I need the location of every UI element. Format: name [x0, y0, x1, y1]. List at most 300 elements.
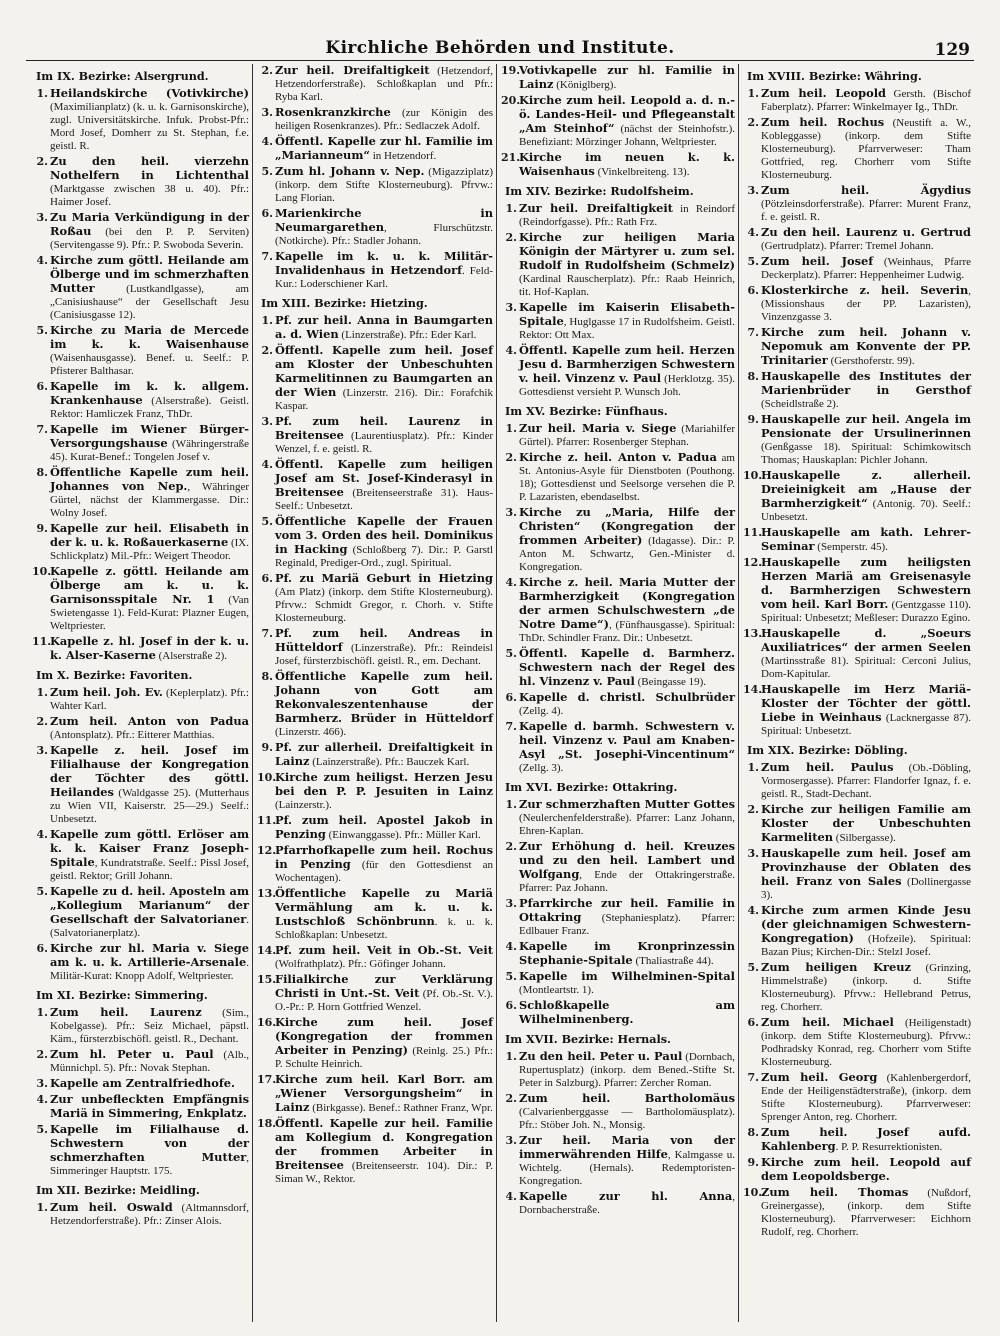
church-name: Zur Erhöhung d. heil. Kreuzes und zu den heil. Lambert und Wolfgang	[519, 839, 735, 881]
church-name: Kapelle zur hl. Anna	[519, 1189, 733, 1203]
entry-number: 20.	[501, 94, 521, 107]
church-name: Rosenkranzkirche	[275, 105, 391, 119]
church-name: Kapelle z. hl. Josef in der k. u. k. Alser-Kaserne	[50, 634, 249, 662]
church-entry	[501, 720, 735, 775]
church-entry	[257, 572, 493, 625]
church-entry	[743, 413, 971, 467]
entry-number: 1.	[505, 422, 517, 435]
entry-number: 1.	[261, 314, 273, 327]
district-heading: Im XI. Bezirke: Simmering.	[36, 988, 208, 1002]
column-3	[496, 64, 738, 1322]
church-details: (Sim., Kobelgasse). Pfr.: Seiz Michael, päpstl. Käm., fürsterzbischöfl. geistl. R., Dechant.	[50, 1007, 249, 1045]
church-details: (Linzerstr. 466).	[275, 726, 347, 738]
church-entry	[743, 1156, 971, 1184]
church-name: Kirche zum heil. Josef (Kongregation der frommen Arbeiter in Penzing)	[275, 1015, 493, 1057]
church-entry	[32, 715, 249, 742]
church-name: Zur heil. Dreifaltigkeit	[275, 64, 430, 77]
church-name: Zur heil. Dreifaltigkeit	[519, 201, 673, 215]
church-entry	[257, 64, 493, 104]
church-name: Hauskapelle zum heil. Josef am Provinzhause der Oblaten des heil. Franz von Sales	[761, 846, 971, 888]
entry-number: 6.	[261, 572, 273, 585]
entry-number: 3.	[36, 744, 48, 757]
church-name: Pf. zur allerheil. Dreifaltigkeit in Lainz	[275, 740, 493, 768]
entry-number: 3.	[747, 184, 759, 197]
church-name: Kirche zur heiligen Familie am Kloster der Unbeschuhten Karmeliten	[761, 802, 971, 844]
church-entry	[743, 87, 971, 114]
church-name: Zum heil. Georg	[761, 1070, 878, 1084]
church-entry	[32, 635, 249, 663]
entry-number: 4.	[747, 226, 759, 239]
church-name: Zum heil. Laurenz	[50, 1005, 202, 1019]
entry-number: 12.	[257, 844, 277, 857]
church-entry	[32, 565, 249, 633]
church-entry	[32, 942, 249, 983]
entry-number: 3.	[747, 847, 759, 860]
page-title: Kirchliche Behörden und Institute.	[325, 38, 675, 58]
district-heading: Im XV. Bezirke: Fünfhaus.	[505, 404, 668, 418]
entry-number: 10.	[32, 565, 52, 578]
church-details: (Dollinergasse 3).	[761, 876, 971, 901]
entry-number: 8.	[747, 370, 759, 383]
church-details: (Reinlg. 25.) Pfr.: P. Schulte Heinrich.	[275, 1045, 493, 1070]
church-name: Heilandskirche (Votivkirche)	[50, 86, 249, 100]
church-details: (Antonsplatz). Pfr.: Eitterer Matthias.	[50, 729, 215, 741]
church-details: (Linzerstraße). Pfr.: Reindeisl Josef, fürsterzbischöfl. geistl. R., em. Dechant.	[275, 642, 493, 667]
entry-number: 1.	[36, 1006, 48, 1019]
church-name: Öffentliche Kapelle zum heil. Johann von Gott am Rekonvaleszentenhause der Barmherz. Brüder in Hütteldorf	[275, 669, 493, 725]
church-name: Kirche zur heiligen Maria Königin der Märtyrer u. zum sel. Rudolf in Rudolfsheim (Schmelz)	[519, 230, 735, 272]
church-details: , Dornbacherstraße.	[519, 1191, 735, 1216]
church-name: Kirche zu Maria de Mercede im k. k. Waisenhause	[50, 323, 249, 351]
entry-number: 4.	[505, 940, 517, 953]
church-details: (Stephaniesplatz). Pfarrer: Edlbauer Franz.	[519, 912, 735, 937]
entry-number: 2.	[747, 116, 759, 129]
entry-number: 7.	[261, 250, 273, 263]
church-details: (Waisenhausgasse). Benef. u. Seelf.: P. Pfisterer Balthasar.	[50, 352, 249, 377]
church-entry	[501, 691, 735, 718]
church-name: Filialkirche zur Verklärung Christi in Unt.-St. Veit	[275, 972, 493, 1000]
entry-number: 4.	[747, 904, 759, 917]
church-entry	[257, 515, 493, 570]
church-entry	[501, 1050, 735, 1090]
church-entry	[743, 1016, 971, 1069]
church-details: (Zellg. 4).	[519, 705, 564, 717]
church-details: , Ende der Ottakringerstraße. Pfarrer: Paz Johann.	[519, 869, 735, 894]
church-entry	[743, 847, 971, 902]
entry-number: 4.	[505, 344, 517, 357]
church-entry	[501, 94, 735, 149]
church-name: Kapelle im Kronprinzessin Stephanie-Spitale	[519, 939, 735, 967]
church-details: (Gentzgasse 110). Spiritual: Unbesetzt; Meßleser: Durazzo Egino.	[761, 599, 971, 624]
entry-number: 5.	[747, 961, 759, 974]
church-details: (Van Swietengasse 1). Feld-Kurat: Plazner Eugen, Weltpriester.	[50, 594, 249, 632]
church-name: Zu den heil. Peter u. Paul	[519, 1049, 683, 1063]
church-name: Kirche zum armen Kinde Jesu (der gleichnamigen Schwestern-Kongregation)	[761, 903, 971, 945]
church-name: Zum heil. Michael	[761, 1015, 894, 1029]
church-entry	[501, 798, 735, 838]
church-name: Kirche z. heil. Anton v. Padua	[519, 450, 717, 464]
entry-number: 2.	[505, 1092, 517, 1105]
church-entry	[501, 999, 735, 1027]
church-entry	[257, 1073, 493, 1115]
church-entry	[501, 64, 735, 92]
entry-number: 1.	[505, 202, 517, 215]
district-heading: Im XIV. Bezirke: Rudolfsheim.	[505, 184, 694, 198]
church-details: . Feld-Kur.: Loderschiener Karl.	[275, 265, 493, 290]
church-entry	[257, 135, 493, 163]
church-entry	[501, 506, 735, 574]
church-details: . k. u. k. Schloßkaplan: Unbesetzt.	[275, 916, 493, 941]
church-entry	[743, 184, 971, 224]
entry-number: 3.	[36, 1077, 48, 1090]
entry-number: 8.	[747, 1126, 759, 1139]
district-heading: Im XIX. Bezirke: Döbling.	[747, 743, 908, 757]
church-entry	[257, 973, 493, 1014]
church-details: (Altmannsdorf, Hetzendorferstraße). Pfr.: Zinser Alois.	[50, 1202, 249, 1227]
church-name: Kapelle d. christl. Schulbrüder	[519, 690, 735, 704]
entry-number: 4.	[36, 254, 48, 267]
church-entry	[257, 1117, 493, 1186]
entry-number: 3.	[261, 415, 273, 428]
church-details: (Migazziplatz) (inkorp. dem Stifte Klosterneuburg). Pfrvw.: Lang Florian.	[275, 166, 493, 204]
church-details: (Dornbach, Rupertusplatz) (inkorp. dem Bened.-Stifte St. Peter in Salzburg). Pfarrer: Zercher Roman.	[519, 1051, 735, 1089]
church-entry	[32, 686, 249, 713]
entry-number: 1.	[505, 1050, 517, 1063]
column-4	[738, 64, 974, 1322]
church-name: Öffentl. Kapelle zur hl. Familie im „Marianneum“	[275, 134, 493, 162]
entry-number: 4.	[261, 458, 273, 471]
church-entry	[743, 469, 971, 524]
church-entry	[501, 576, 735, 645]
church-entry	[32, 1006, 249, 1046]
church-entry	[32, 423, 249, 464]
entry-number: 14.	[743, 683, 763, 696]
church-entry	[257, 250, 493, 291]
entry-number: 1.	[36, 87, 48, 100]
church-entry	[257, 415, 493, 456]
church-details: (Montleartstr. 1).	[519, 984, 594, 996]
entry-number: 6.	[261, 207, 273, 220]
church-entry	[32, 885, 249, 940]
entry-number: 3.	[505, 1134, 517, 1147]
church-name: Zum hl. Peter u. Paul	[50, 1047, 214, 1061]
church-entry	[743, 904, 971, 959]
column-1	[28, 64, 252, 1322]
church-details: (Hofzeile). Spiritual: Bazan Pius; Kirchen-Dir.: Stelzl Josef.	[761, 933, 971, 958]
church-details: (Thaliastraße 44).	[632, 955, 714, 967]
church-name: Kirche zu „Maria, Hilfe der Christen“ (Kongregation der frommen Arbeiter)	[519, 505, 735, 547]
church-details: (bei den P. P. Serviten) (Servitengasse 9). Pfr.: P. Swoboda Severin.	[50, 226, 249, 251]
church-details: (Lainzerstr.).	[275, 799, 332, 811]
church-details: , Flurschützstr. (Notkirche). Pfr.: Stadler Johann.	[275, 222, 493, 247]
entry-number: 17.	[257, 1073, 277, 1086]
church-name: Öffentl. Kapelle zum heiligen Josef am St. Josef-Kinderasyl in Breitensee	[275, 457, 493, 499]
church-entry	[501, 1190, 735, 1217]
church-entry	[32, 1201, 249, 1228]
entry-number: 9.	[747, 413, 759, 426]
church-entry	[743, 627, 971, 681]
entry-number: 2.	[261, 64, 273, 77]
entry-number: 5.	[36, 324, 48, 337]
church-name: Zum heil. Ägydius	[761, 183, 971, 197]
church-details: (Alb., Münnichpl. 5). Pfr.: Novak Stephan.	[50, 1049, 249, 1074]
church-name: Kapelle z. heil. Josef im Filialhause der Kongregation der Töchter des göttl. Heilandes	[50, 743, 249, 799]
church-details: (Breitenseerstraße 31). Haus-Seelf.: Unbesetzt.	[275, 487, 493, 512]
entry-number: 12.	[743, 556, 763, 569]
church-details: (Scheidlstraße 2).	[761, 398, 839, 410]
church-details: (Gersthoferstr. 99).	[827, 355, 915, 367]
district-heading: Im XVII. Bezirke: Hernals.	[505, 1032, 671, 1046]
church-name: Zum heil. Oswald	[50, 1200, 173, 1214]
church-name: Zu den heil. Laurenz u. Gertrud	[761, 225, 971, 239]
church-entry	[743, 803, 971, 845]
church-entry	[257, 627, 493, 668]
church-entry	[501, 344, 735, 399]
church-entry	[743, 370, 971, 411]
church-entry	[257, 944, 493, 971]
church-name: Hauskapelle am kath. Lehrer-Seminar	[761, 525, 971, 553]
church-name: Öffentl. Kapelle zum heil. Herzen Jesu d. Barmherzigen Schwestern v. heil. Vinzenz v. Paul	[519, 343, 735, 385]
church-name: Hauskapelle z. allerheil. Dreieinigkeit am „Hause der Barmherzigkeit“	[761, 468, 971, 510]
church-entry	[501, 1134, 735, 1188]
entry-number: 11.	[257, 814, 277, 827]
church-name: Hauskapelle zum heiligsten Herzen Mariä am Greisenasyle d. Barmherzigen Schwestern vom heil. Karl Borr.	[761, 555, 971, 611]
church-name: Kirche im neuen k. k. Waisenhaus	[519, 150, 735, 178]
church-details: , Währinger Gürtel, nächst der Klammergasse. Dir.: Wolny Josef.	[50, 481, 249, 519]
entry-number: 3.	[505, 506, 517, 519]
church-name: Kapelle d. barmh. Schwestern v. heil. Vinzenz v. Paul am Knaben-Asyl „St. Josephi-Vincentinum“	[519, 719, 735, 761]
church-entry	[501, 422, 735, 449]
church-details: (Vinkelbreiteng. 13).	[594, 166, 690, 178]
church-details: (Marktgasse zwischen 38 u. 40). Pfr.: Haimer Josef.	[50, 183, 249, 208]
entry-number: 2.	[36, 155, 48, 168]
church-entry	[257, 458, 493, 513]
church-details: (Kahlenbergerdorf, Ende der Heiligenstädterstraße), (inkorp. dem Stifte Klosterneuburg). Pfarrverweser: Sprenger Anton, reg. Chorherr.	[761, 1072, 971, 1123]
entry-number: 6.	[747, 1016, 759, 1029]
entry-number: 6.	[505, 691, 517, 704]
church-name: Zum heil. Josef aufd. Kahlenberg	[761, 1125, 971, 1153]
entry-number: 5.	[261, 515, 273, 528]
church-name: Klosterkirche z. heil. Severin	[761, 283, 969, 297]
church-entry	[501, 151, 735, 179]
church-details: (IX. Schlickplatz) Mil.-Pfr.: Weigert Theodor.	[50, 537, 249, 562]
church-entry	[32, 380, 249, 421]
church-details: (Maximilianplatz) (k. u. k. Garnisonskirche), zugl. Universitätskirche. Infuk. Probst-Pfr.: Mord Josef, Domherr zu St. Stephan, f.e. geistl. R.	[50, 101, 249, 152]
church-name: Öffentl. Kapelle d. Barmherz. Schwestern nach der Regel des hl. Vinzenz v. Paul	[519, 646, 735, 688]
church-name: Kapelle z. göttl. Heilande am Ölberge am k. u. k. Garnisonsspitale Nr. 1	[50, 564, 249, 606]
district-heading: Im XVI. Bezirke: Ottakring.	[505, 780, 678, 794]
church-name: Pf. zum heil. Laurenz in Breitensee	[275, 414, 493, 442]
church-name: Kapelle zur heil. Elisabeth in der k. u. k. Roßauerkaserne	[50, 521, 249, 549]
entry-number: 3.	[505, 301, 517, 314]
church-name: Kirche zum heil. Leopold a. d. n.-ö. Landes-Heil- und Pflegeanstalt „Am Steinhof“	[519, 93, 735, 135]
entry-number: 2.	[261, 344, 273, 357]
entry-number: 1.	[505, 798, 517, 811]
church-details: (Pötzleinsdorferstraße). Pfarrer: Murent Franz, f. e. geistl. R.	[761, 198, 971, 223]
church-entry	[501, 231, 735, 299]
church-name: Pf. zu Mariä Geburt in Hietzing	[275, 571, 493, 585]
church-details: (Schloßberg 7). Dir.: P. Garstl Reginald, Prediger-Ord., zugl. Spiritual.	[275, 544, 493, 569]
church-details: (Gertrudplatz). Pfarrer: Tremel Johann.	[761, 240, 934, 252]
church-entry	[743, 1071, 971, 1124]
church-name: Zur heil. Maria v. Siege	[519, 421, 677, 435]
church-name: Öffentl. Kapelle zur heil. Familie am Kollegium d. Kongregation der frommen Arbeiter in Breitensee	[275, 1116, 493, 1172]
church-name: Marienkirche in Neumargarethen	[275, 206, 493, 234]
church-name: Kirche zum heil. Johann v. Nepomuk am Konvente der PP. Trinitarier	[761, 325, 971, 367]
header-rule	[26, 60, 974, 61]
church-name: Kapelle zu d. heil. Aposteln am „Kollegium Marianum“ der Gesellschaft der Salvatorianer	[50, 884, 249, 926]
entry-number: 6.	[36, 380, 48, 393]
church-name: Zu Maria Verkündigung in der Roßau	[50, 210, 249, 238]
entry-number: 19.	[501, 64, 521, 77]
church-name: Zur schmerzhaften Mutter Gottes	[519, 797, 735, 811]
church-details: (Lainzerstraße). Pfr.: Bauczek Karl.	[309, 756, 470, 768]
church-entry	[257, 165, 493, 205]
church-details: (zur Königin des heiligen Rosenkranzes). Pfr.: Sedlaczek Adolf.	[275, 107, 493, 132]
entry-number: 10.	[743, 1186, 763, 1199]
church-details: (Silbergasse).	[833, 832, 896, 844]
entry-number: 5.	[505, 647, 517, 660]
church-details: (Alserstraße 2).	[155, 650, 228, 662]
entry-number: 8.	[261, 670, 273, 683]
church-details: (Nußdorf, Greinergasse), (inkorp. dem Stifte Klosterneuburg). Pfarrverweser: Eichhorn Rudolf, reg. Chorherr.	[761, 1187, 972, 1238]
entry-number: 4.	[36, 828, 48, 841]
church-name: Pf. zum heil. Andreas in Hütteldorf	[275, 626, 493, 654]
entry-number: 2.	[505, 451, 517, 464]
church-entry	[501, 647, 735, 689]
church-details: , Huglgasse 17 in Rudolfsheim. Geistl. Rektor: Ott Max.	[519, 316, 735, 341]
church-details: (Am Platz) (inkorp. dem Stifte Klosterneuburg). Pfrvw.: Schmidt Gregor, r. Chorh. v. Stifte Klosterneuburg.	[275, 586, 493, 624]
entry-number: 10.	[257, 771, 277, 784]
church-name: Kirche zur hl. Maria v. Siege am k. u. k. Artillerie-Arsenale	[50, 941, 249, 969]
church-entry	[257, 207, 493, 248]
entry-number: 3.	[505, 897, 517, 910]
church-name: Öffentl. Kapelle zum heil. Josef am Kloster der Unbeschuhten Karmelitinnen zu Baumgarten an der Wien	[275, 343, 493, 399]
church-entry	[32, 324, 249, 378]
church-entry	[32, 1123, 249, 1178]
church-entry	[257, 887, 493, 942]
church-details: (Mariahilfer Gürtel). Pfarrer: Rosenberger Stephan.	[519, 423, 735, 448]
entry-number: 2.	[36, 715, 48, 728]
entry-number: 7.	[747, 1071, 759, 1084]
entry-number: 2.	[505, 231, 517, 244]
church-name: Zum heil. Paulus	[761, 760, 894, 774]
church-details: (Ob.-Döbling, Vormosergasse). Pfarrer: Flandorfer Ignaz, f. e. geistl. R., Stadt-Dechant.	[761, 762, 972, 800]
church-details: (Linzerstraße). Pfr.: Eder Karl.	[338, 329, 477, 341]
church-entry	[743, 116, 971, 182]
church-entry	[32, 828, 249, 883]
church-entry	[501, 897, 735, 938]
church-name: Pf. zum heil. Apostel Jakob in Penzing	[275, 813, 493, 841]
entry-number: 4.	[505, 576, 517, 589]
church-entry	[32, 744, 249, 826]
entry-number: 5.	[36, 1123, 48, 1136]
church-name: Kirche zum göttl. Heilande am Ölberge und im schmerzhaften Mutter	[50, 253, 249, 295]
entry-number: 6.	[505, 999, 517, 1012]
church-name: Zum hl. Johann v. Nep.	[275, 164, 425, 178]
church-name: Zum heil. Anton von Padua	[50, 714, 249, 728]
church-name: Kapelle im Wilhelminen-Spital	[519, 969, 735, 983]
church-details: . Militär-Kurat: Knopp Adolf, Weltpriester.	[50, 957, 249, 982]
church-name: Zum heil. Leopold	[761, 86, 886, 100]
entry-number: 4.	[36, 1093, 48, 1106]
church-entry	[257, 1016, 493, 1071]
church-details: , (Fünfhausgasse). Spiritual: ThDr. Schindler Franz. Dir.: Unbesetzt.	[519, 619, 736, 644]
church-entry	[743, 683, 971, 738]
church-name: Zum heil. Bartholomäus	[519, 1091, 735, 1105]
church-name: Kirche zum heiligst. Herzen Jesu bei den P. P. Jesuiten in Lainz	[275, 770, 493, 798]
church-name: Zum heil. Rochus	[761, 115, 885, 129]
entry-number: 5.	[261, 165, 273, 178]
church-name: Öffentliche Kapelle zu Mariä Vermählung am k. u. k. Lustschloß Schönbrunn	[275, 886, 493, 928]
church-entry	[32, 211, 249, 252]
entry-number: 15.	[257, 973, 277, 986]
church-name: Kapelle im Kaiserin Elisabeth-Spitale	[519, 300, 735, 328]
entry-number: 7.	[747, 326, 759, 339]
church-entry	[743, 284, 971, 324]
church-entry	[501, 451, 735, 504]
church-details: (Neulerchenfelderstraße). Pfarrer: Lanz Johann, Ehren-Kaplan.	[519, 812, 735, 837]
church-entry	[257, 814, 493, 842]
church-name: Kapelle im Filialhause d. Schwestern von der schmerzhaften Mutter	[50, 1122, 249, 1164]
district-heading: Im XVIII. Bezirke: Währing.	[747, 69, 922, 83]
entry-number: 9.	[36, 522, 48, 535]
church-entry	[32, 1048, 249, 1075]
church-entry	[257, 106, 493, 133]
entry-number: 21.	[501, 151, 521, 164]
entry-number: 5.	[747, 255, 759, 268]
church-details: (Lustkandlgasse), am „Canisiushause“ der Gesellschaft Jesu (Canisiusgasse 12).	[50, 283, 249, 321]
church-entry	[743, 526, 971, 554]
church-details: (Semperstr. 45).	[814, 541, 888, 553]
church-name: Zu den heil. vierzehn Nothelfern in Lichtenthal	[50, 154, 249, 182]
entry-number: 4.	[505, 1190, 517, 1203]
church-name: Zur unbefleckten Empfängnis Mariä in Simmering, Enkplatz.	[50, 1092, 249, 1120]
church-entry	[743, 761, 971, 801]
entry-number: 1.	[747, 87, 759, 100]
entry-number: 16.	[257, 1016, 277, 1029]
entry-number: 2.	[505, 840, 517, 853]
church-name: Kapelle im Wiener Bürger-Versorgungshause	[50, 422, 249, 450]
entry-number: 7.	[505, 720, 517, 733]
entry-number: 8.	[36, 466, 48, 479]
entry-number: 11.	[743, 526, 763, 539]
church-entry	[501, 970, 735, 997]
church-entry	[743, 326, 971, 368]
church-name: Kapelle im k. k. allgem. Krankenhause	[50, 379, 249, 407]
church-details: (Hetzendorf, Hetzendorferstraße). Schloßkaplan und Pfr.: Ryba Karl.	[275, 65, 493, 103]
entry-number: 6.	[36, 942, 48, 955]
church-details: (Kardinal Rauscherplatz). Pfr.: Raab Heinrich, tit. Hof-Kaplan.	[519, 273, 735, 298]
church-entry	[743, 1126, 971, 1154]
entry-number: 7.	[36, 423, 48, 436]
church-details: Gersth. (Bischof Faberplatz). Pfarrer: Winkelmayer Ig., ThDr.	[761, 88, 971, 113]
church-name: Zum heil. Joh. Ev.	[50, 685, 163, 699]
church-details: (für den Gottesdienst an Wochentagen).	[275, 859, 494, 884]
church-entry	[257, 670, 493, 739]
church-details: (Waldgasse 25). (Mutterhaus zu Wien VII, Kaiserstr. 25—29.) Seelf.: Unbesetzt.	[50, 787, 249, 825]
church-entry	[743, 961, 971, 1014]
church-entry	[257, 741, 493, 769]
church-details: (Einwanggasse). Pfr.: Müller Karl.	[325, 829, 481, 841]
church-details: in Hetzendorf.	[369, 150, 437, 162]
entry-number: 1.	[36, 1201, 48, 1214]
church-details: am St. Antonius-Asyle für Dienstboten (Pouthong. 18); Gottesdienst und Seelsorge versehen die P. P. Lazaristen, ebendaselbst.	[519, 452, 735, 503]
church-entry	[257, 344, 493, 413]
church-details: . (Salvatorianerplatz).	[50, 914, 249, 939]
church-details: (nächst der Steinhofstr.). Benefiziant: Mörzinger Johann, Weltpriester.	[519, 123, 735, 148]
entry-number: 3.	[261, 106, 273, 119]
